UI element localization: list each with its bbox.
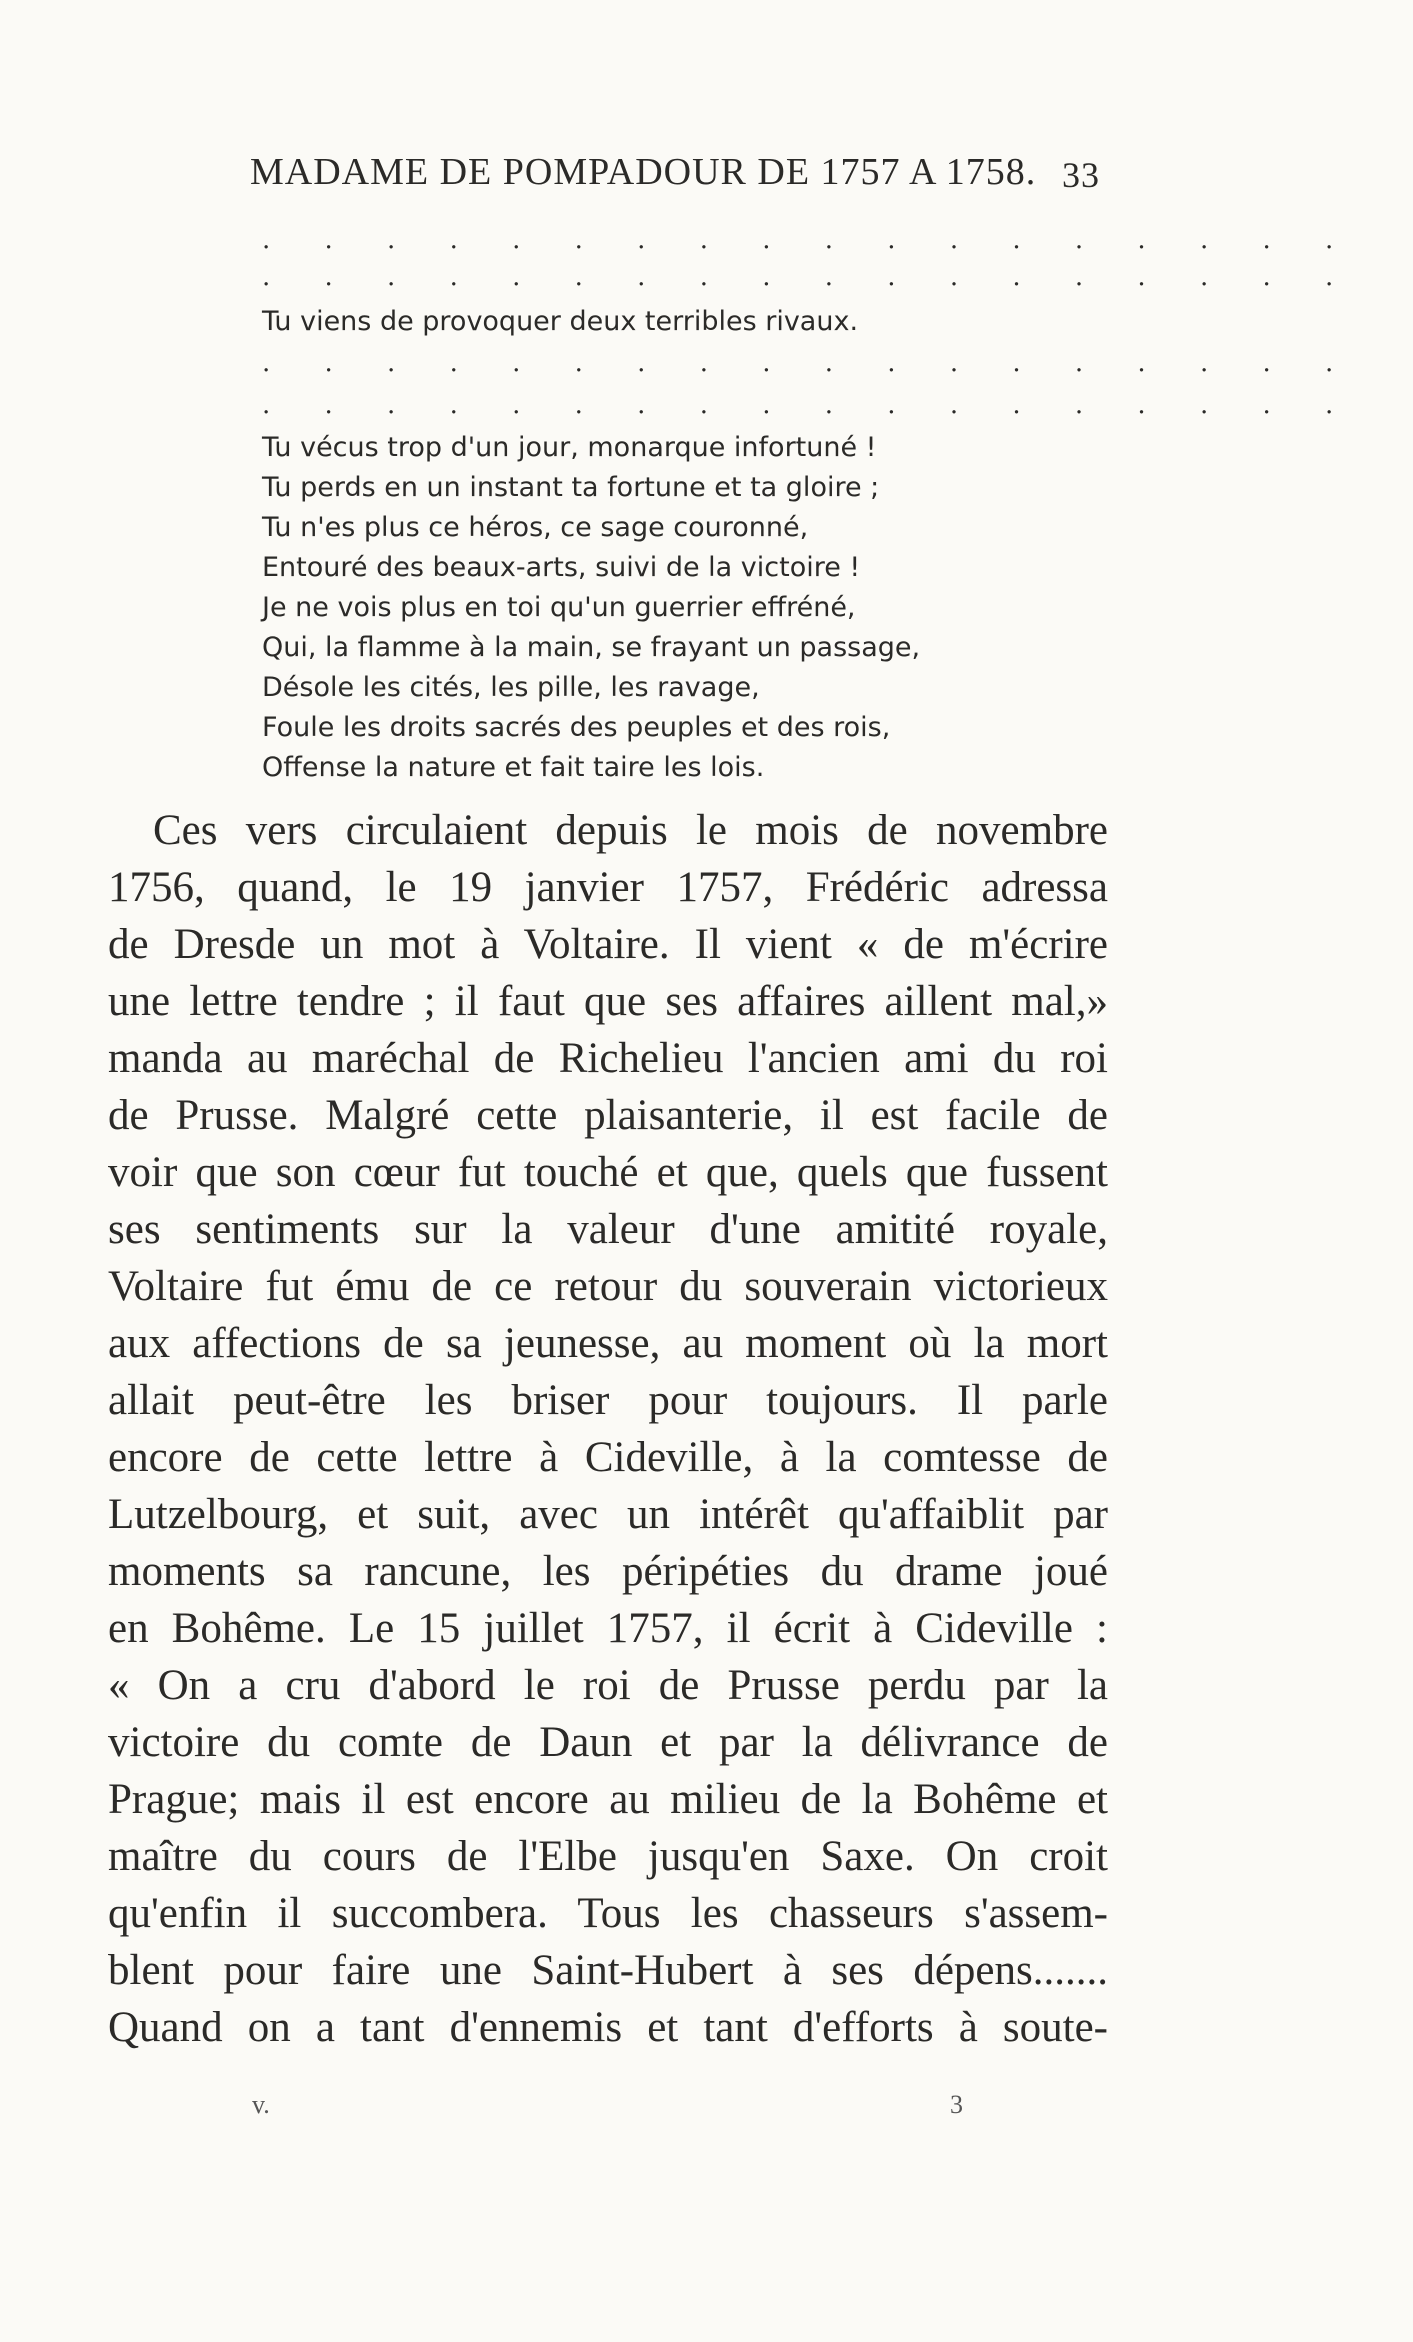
signature-mark: v.	[252, 2090, 270, 2119]
prose-line: Lutzelbourg, et suit, avec un intérêt qu'affaiblit par	[108, 1491, 1108, 1538]
prose-line: Voltaire fut ému de ce retour du souverain victorieux	[108, 1263, 1108, 1310]
prose-line: voir que son cœur fut touché et que, quels que fussent	[108, 1149, 1108, 1196]
prose-line: encore de cette lettre à Cideville, à la comtesse de	[108, 1434, 1108, 1481]
ellipsis-row: . . . . . . . . . . . . . . . . . .	[262, 348, 1357, 378]
prose-line: qu'enfin il succombera. Tous les chasseurs s'assem-	[108, 1890, 1108, 1937]
verse-line: Qui, la flamme à la main, se frayant un passage,	[262, 632, 921, 663]
verse-line: Foule les droits sacrés des peuples et des rois,	[262, 712, 891, 743]
prose-line: une lettre tendre ; il faut que ses affaires aillent mal,»	[108, 978, 1108, 1025]
prose-line: moments sa rancune, les péripéties du drame joué	[108, 1548, 1108, 1595]
ellipsis-row: . . . . . . . . . . . . . . . . . .	[262, 390, 1357, 420]
verse-line: Tu vécus trop d'un jour, monarque infortuné !	[262, 432, 877, 463]
prose-line: manda au maréchal de Richelieu l'ancien ami du roi	[108, 1035, 1108, 1082]
verse-line: Désole les cités, les pille, les ravage,	[262, 672, 760, 703]
running-title: MADAME DE POMPADOUR DE 1757 A 1758.	[250, 151, 1037, 193]
prose-line: Quand on a tant d'ennemis et tant d'efforts à soute-	[108, 2004, 1108, 2051]
prose-paragraph	[108, 802, 1108, 2056]
prose-line: 1756, quand, le 19 janvier 1757, Frédéric adressa	[108, 864, 1108, 911]
page-number: 33	[1062, 155, 1100, 195]
prose-line: « On a cru d'abord le roi de Prusse perdu par la	[108, 1662, 1108, 1709]
prose-line: blent pour faire une Saint-Hubert à ses dépens.......	[108, 1947, 1108, 1994]
running-header	[250, 150, 1130, 200]
verse-line: Tu viens de provoquer deux terribles rivaux.	[262, 306, 859, 337]
verse-line: Tu n'es plus ce héros, ce sage couronné,	[262, 512, 809, 543]
prose-line: en Bohême. Le 15 juillet 1757, il écrit à Cideville :	[108, 1605, 1108, 1652]
verse-line: Entouré des beaux-arts, suivi de la victoire !	[262, 552, 861, 583]
verse-line: Offense la nature et fait taire les lois.	[262, 752, 765, 783]
prose-line: maître du cours de l'Elbe jusqu'en Saxe. On croit	[108, 1833, 1108, 1880]
prose-line: Prague; mais il est encore au milieu de la Bohême et	[108, 1776, 1108, 1823]
ellipsis-row: . . . . . . . . . . . . . . . . . .	[262, 262, 1357, 292]
prose-line: de Dresde un mot à Voltaire. Il vient « de m'écrire	[108, 921, 1108, 968]
prose-line: aux affections de sa jeunesse, au moment où la mort	[108, 1320, 1108, 1367]
signature-number: 3	[950, 2090, 963, 2119]
verse-line: Je ne vois plus en toi qu'un guerrier effréné,	[262, 592, 856, 623]
verse-line: Tu perds en un instant ta fortune et ta gloire ;	[262, 472, 880, 503]
prose-line: de Prusse. Malgré cette plaisanterie, il est facile de	[108, 1092, 1108, 1139]
prose-line: Ces vers circulaient depuis le mois de novembre	[153, 807, 1108, 854]
prose-line: ses sentiments sur la valeur d'une amitité royale,	[108, 1206, 1108, 1253]
ellipsis-row: . . . . . . . . . . . . . . . . . .	[262, 225, 1357, 255]
prose-line: allait peut-être les briser pour toujours. Il parle	[108, 1377, 1108, 1424]
prose-line: victoire du comte de Daun et par la délivrance de	[108, 1719, 1108, 1766]
